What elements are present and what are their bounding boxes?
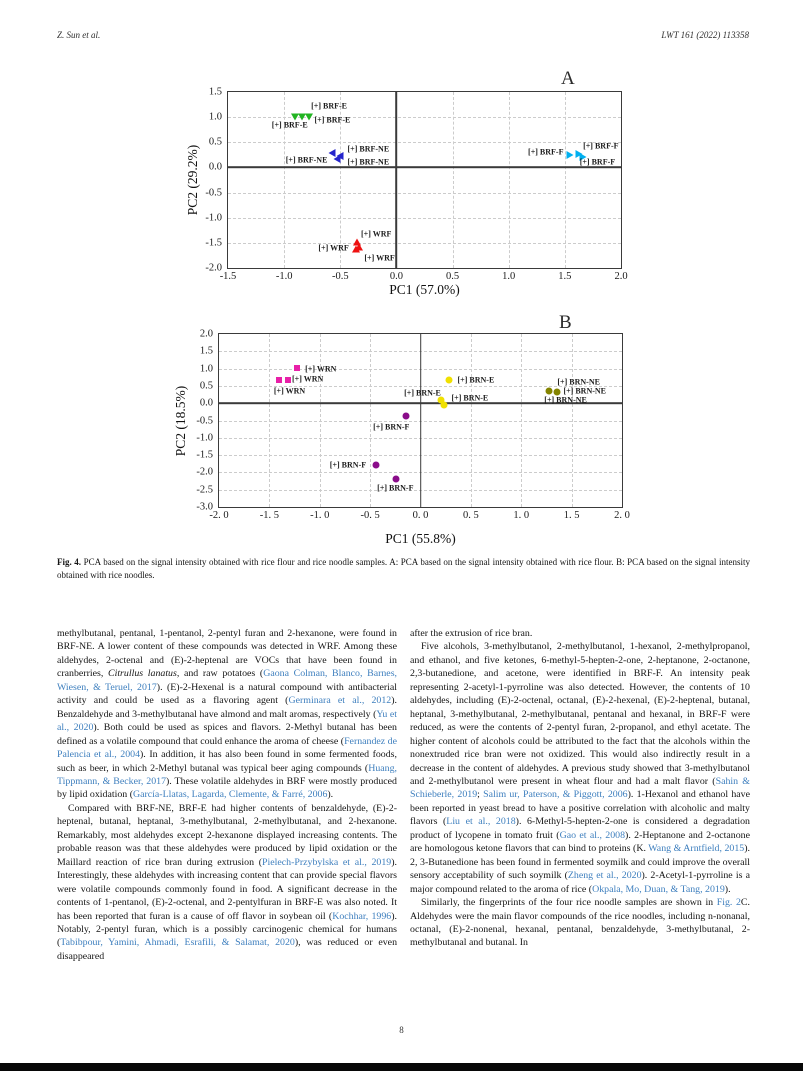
point-label: [+] WRF (318, 243, 349, 253)
pca-plot-a (185, 68, 628, 297)
point-label: [+] BRN-NE (557, 377, 600, 387)
point-label: [+] BRN-E (457, 375, 495, 385)
figure-caption (57, 556, 750, 582)
y-tick-label: -1.0 (205, 212, 222, 224)
text-segment: ), was reduced or even disappeared (57, 937, 398, 962)
paragraph (57, 802, 397, 963)
point-label: [+] BRF-E (311, 101, 347, 111)
gridline-vertical (565, 92, 566, 268)
data-point-wrn (276, 377, 282, 383)
gridline-horizontal (228, 193, 621, 194)
gridline-horizontal (228, 243, 621, 244)
citation-link[interactable]: Kochhar, 1996 (332, 910, 392, 922)
text-segment: ). Benzaldehyde and 3-methylbutanal have almond and malt aromas, respectively ( (57, 695, 397, 720)
citation-link[interactable]: Yu et al., 2020 (57, 708, 397, 734)
data-point-brn-e (440, 401, 447, 408)
gridline-horizontal (228, 218, 621, 219)
text-column-right (410, 627, 750, 963)
citation-link[interactable]: Salim ur, Paterson, & Piggott, 2006 (483, 789, 628, 801)
y-tick-label: -2.0 (196, 466, 213, 478)
data-point-brf-ne (333, 155, 340, 163)
y-axis-label-b: PC2 (18.5%) (173, 385, 188, 456)
paragraph (410, 640, 750, 896)
y-axis-label-a: PC2 (29.2%) (185, 144, 200, 216)
data-point-brn-f (403, 413, 410, 420)
gridline-horizontal (228, 142, 621, 143)
text-segment: ). 2, 3-Butanedione has been found in fermented soymilk and could improve the overall sensory acceptability of such soymilk ( (410, 843, 750, 882)
point-label: [+] BRF-E (271, 120, 308, 130)
plot-frame-a (205, 86, 628, 282)
gridline-vertical (509, 92, 510, 268)
text-segment: ). Interestingly, these aldehydes with increasing content that can provide special flavors were volatile compounds commonly found in food. A significant decrease in the contents of 1-pentanol, (E)-2-octenal, and 2-pentylfuran in BRF-E was also noted. It has been reported that furan is a cause of off flavor in soybean oil ( (57, 856, 397, 922)
y-tick-label: 0.5 (208, 136, 222, 148)
y-tick-label: -0.5 (205, 187, 222, 199)
text-segment: , and raw potatoes ( (176, 668, 264, 680)
page-number: 8 (399, 1025, 404, 1035)
y-tick-label: 1.5 (208, 86, 222, 98)
text-segment: ). 6-Methyl-5-hepten-2-one is considered a degradation product of lycopene in tomato fruit ( (410, 816, 750, 841)
point-label: [+] BRN-F (377, 483, 414, 493)
running-author: Z. Sun et al. (57, 30, 101, 40)
point-label: [+] BRN-E (404, 388, 441, 398)
gridline-vertical (453, 92, 454, 268)
gridline-vertical (284, 92, 285, 268)
point-label: [+] BRF-NE (285, 155, 328, 165)
text-segment: ). Notably, 2-pentyl furan, which is a possibly carcinogenic chemical for humans ( (57, 910, 397, 949)
point-label: [+] BRF-NE (347, 144, 390, 154)
y-tick-label: 1.5 (199, 345, 213, 357)
x-tick-label: 1.5 (558, 271, 572, 282)
data-point-brf-e (305, 114, 313, 121)
zero-line-horizontal (228, 167, 621, 169)
point-label: [+] BRF-F (528, 147, 564, 157)
text-segment: ). 1-Hexanol and ethanol have been reported in yeast bread to have a positive correlation with alcoholic and malty flavors ( (410, 789, 750, 828)
data-point-brn-f (393, 476, 400, 483)
y-tick-label: -3.0 (196, 501, 213, 513)
citation-link[interactable]: García-Llatas, Lagarda, Clemente, & Farré, 2006 (132, 789, 328, 801)
citation-link[interactable]: Okpala, Mo, Duan, & Tang, 2019 (592, 883, 725, 895)
citation-link[interactable]: Wang & Arntfield, 2015 (648, 843, 745, 855)
data-point-brn-f (373, 461, 380, 468)
y-tick-label: -0.5 (196, 415, 213, 426)
text-segment: ). 2-Acetyl-1-pyrroline is a major compound related to the aroma of rice ( (410, 870, 750, 895)
y-tick-label: 2.0 (199, 328, 213, 340)
citation-link[interactable]: Liu et al., 2018 (446, 816, 516, 828)
point-label: [+] BRF-F (583, 141, 619, 151)
x-tick-label: -2. 0 (209, 510, 229, 521)
body-text (57, 627, 750, 963)
zero-line-vertical (396, 92, 398, 268)
text-segment: methylbutanal, pentanal, 1-pentanol, 2-pentyl furan and 2-hexanone, were found in BRF-NE. A lower content of these compounds was detected in WRF. Among these aldehydes, 2-octenal and (E)-2-heptenal are VOCs that have been found in cranberries, (57, 628, 397, 680)
citation-link[interactable]: Sahin & Schieberle, 2019 (410, 775, 750, 801)
point-label: [+] WRN (305, 364, 337, 374)
paragraph (410, 627, 750, 640)
point-label: [+] BRF-NE (347, 157, 390, 167)
x-tick-label: 2.0 (614, 271, 628, 282)
data-point-brn-e (445, 376, 452, 383)
x-tick-label: -1. 0 (310, 510, 330, 521)
point-label: [+] WRN (292, 374, 324, 384)
text-segment: ). (724, 883, 731, 895)
x-tick-label: 0.0 (389, 271, 403, 282)
point-label: [+] BRN-NE (563, 386, 606, 396)
text-segment: ; (477, 789, 484, 801)
x-tick-label: 2. 0 (614, 510, 630, 521)
gridline-horizontal (228, 117, 621, 118)
italic-text: Citrullus lanatus (107, 668, 177, 680)
text-segment: after the extrusion of rice bran. (410, 628, 533, 639)
paragraph (57, 627, 397, 802)
x-tick-label: -1. 5 (259, 510, 279, 521)
data-point-wrn (294, 365, 300, 371)
page-header (57, 30, 749, 40)
text-segment: ). In addition, it has also been found in some fermented foods, such as beer, in which 2-Methyl butanal was typical beer aging compounds ( (57, 749, 397, 774)
x-tick-label: 0. 0 (412, 510, 429, 521)
x-tick-label: 1. 0 (513, 510, 530, 521)
data-point-wrf (352, 246, 360, 253)
data-point-brn-ne (546, 387, 553, 394)
point-label: [+] WRF (364, 253, 395, 263)
y-tick-label: 1.0 (199, 363, 213, 375)
x-tick-label: 1.0 (502, 271, 516, 282)
point-label: [+] WRF (361, 229, 392, 239)
y-tick-label: -1.5 (196, 449, 213, 461)
text-segment: ). (E)-2-Hexenal is a natural compound with antibacterial activity and could be used as a flavoring agent ( (57, 681, 397, 707)
point-label: [+] BRN-F (329, 460, 367, 470)
x-tick-label: 1. 5 (563, 510, 580, 521)
journal-reference: LWT 161 (2022) 113358 (661, 30, 749, 40)
y-tick-label: -2.0 (205, 262, 222, 274)
text-segment: C. Aldehydes were the main flavor compounds of the rice noodles, including n-nonanal, octanal, (E)-2-nonenal, hexanal, pentanal, benzaldehyde, 3-methylbutanal, 2-methylbutanal and butanal. In (410, 897, 750, 949)
x-tick-label: 0. 5 (463, 510, 479, 521)
figure-caption-label: Fig. 4. (57, 557, 82, 567)
citation-link[interactable]: Gao et al., 2008 (559, 829, 626, 841)
text-segment: Compared with BRF-NE, BRF-E had higher contents of benzaldehyde, (E)-2-heptenal, butanal, heptanal, 3-methylbutanal, 2-methylbutanal, and 2-hexanone. Remarkably, most aldehydes except 2-hexanone displayed increasing contents. The probable reason was that these aldehydes were produced by lipid oxidation or the Maillard reaction of rice bran during extrusion ( (57, 802, 397, 868)
zero-line-vertical (420, 334, 422, 507)
citation-link[interactable]: Gaona Colman, Blanco, Barnes, Wiesen, & Teruel, 2017 (57, 668, 398, 693)
x-tick-label: 0.5 (446, 271, 460, 282)
citation-link[interactable]: Zheng et al., 2020 (567, 870, 642, 882)
x-tick-label: -0. 5 (360, 510, 380, 521)
citation-link[interactable]: Germinara et al., 2012 (288, 695, 392, 707)
citation-link[interactable]: Pielech-Przybylska et al., 2019 (262, 856, 392, 868)
y-tick-label: 0.5 (199, 380, 213, 392)
citation-link[interactable]: Fernandez de Palencia et al., 2004 (57, 735, 397, 761)
point-label: [+] BRN-E (451, 393, 489, 403)
data-point-brf-f (567, 151, 574, 159)
x-tick-label: -1.0 (275, 271, 293, 282)
text-column-left (57, 627, 397, 963)
y-tick-label: -1.5 (205, 237, 222, 249)
data-point-wrn (285, 377, 291, 383)
text-segment: ). (327, 789, 334, 801)
text-segment: ). 2-Heptanone and 2-octanone are homologous ketone flavors that can bind to proteins (K. (410, 829, 750, 855)
y-tick-label: 0.0 (199, 397, 213, 409)
text-segment: ). These volatile aldehydes in BRF were mostly produced by lipid oxidation ( (57, 775, 397, 801)
data-point-brn-ne (553, 388, 560, 395)
text-segment: Similarly, the fingerprints of the four rice noodle samples are shown in (421, 897, 717, 909)
text-segment: Five alcohols, 3-methylbutanol, 2-methylbutanol, 1-hexanol, 2-methylpropanol, and ethanol, and five ketones, 6-methyl-5-hepten-2-one, 2-heptanone, 2-octanone, 2,3-butanedione, and acetone, were identified in BRF-F. An intensity peak representing 2-acetyl-1-pyrroline was also detected. However, the contents of 10 aldehydes, including (E)-2-octenal, octanal, (E)-2-hexenal, (E)-2-heptenal, butanal, heptanal, 3-methylbutanal, 2-methylbutanal, pentanal and hexanal, in BRF-F were reduced, as were the contents of 2-pentyl furan, 2-propanol, and ethyl acetate. The higher content of alcohols could be attributed to the fact that the alcohols within the nonextruded rice bran were not oxidized. This would also indirectly result in a decrease in the content of aldehydes. A previous study showed that 3-methylbutanol and 2-methylbutanol were present in wheat flour and had a malt flavor ( (410, 641, 750, 787)
x-axis-label-b: PC1 (55.8%) (385, 531, 456, 546)
citation-link[interactable]: Huang, Tippmann, & Becker, 2017 (57, 762, 397, 787)
pca-plot-b (173, 312, 630, 546)
point-label: [+] BRF-F (579, 157, 616, 167)
y-tick-label: 0.0 (208, 161, 222, 173)
paragraph (410, 896, 750, 950)
x-tick-label: -0.5 (331, 271, 349, 282)
point-label: [+] BRN-NE (544, 395, 587, 405)
plot-frame-b (196, 328, 630, 521)
bottom-bar (0, 1063, 803, 1071)
x-tick-label: -1.5 (219, 271, 237, 282)
y-tick-label: -2.5 (196, 484, 213, 496)
panel-letter-b: B (559, 312, 572, 333)
point-label: [+] BRF-E (314, 115, 351, 125)
point-label: [+] WRN (273, 386, 306, 396)
y-tick-label: 1.0 (208, 111, 222, 123)
figure-caption-text: PCA based on the signal intensity obtained with rice flour and rice noodle samples. A: PCA based on the signal intensity obtained with rice flour. B: PCA based on the signal intensity obtained with rice noodles. (57, 557, 750, 580)
citation-link[interactable]: Fig. 2 (716, 897, 741, 909)
point-label: [+] BRN-F (373, 422, 410, 432)
citation-link[interactable]: Tabibpour, Yamini, Ahmadi, Esrafili, & Salamat, 2020 (60, 937, 295, 949)
text-segment: ). Both could be used as spices and flavors. 2-Methyl butanal has been defined as a volatile compound that could enhance the aroma of cheese ( (57, 722, 397, 747)
y-tick-label: -1.0 (196, 432, 213, 444)
panel-letter-a: A (561, 68, 575, 89)
x-axis-label-a: PC1 (57.0%) (389, 282, 460, 297)
